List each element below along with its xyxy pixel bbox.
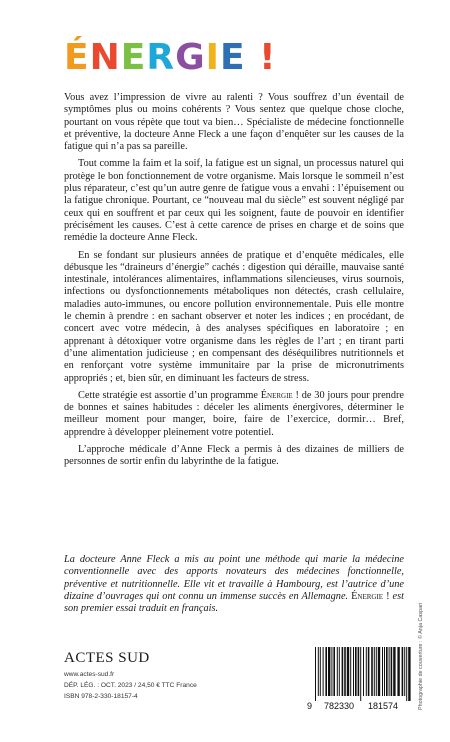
barcode-bar — [386, 647, 388, 696]
barcode-bars — [315, 647, 411, 701]
barcode-bar — [331, 647, 332, 696]
barcode-bar — [347, 647, 349, 696]
barcode-bar — [328, 647, 330, 696]
title-letter: N — [89, 37, 121, 78]
paragraph-program — [64, 390, 404, 439]
barcode-bar — [366, 647, 367, 696]
barcode-bar — [376, 647, 377, 696]
title-letter: R — [146, 37, 176, 78]
author-bio-end: est son premier essai traduit en français. — [64, 590, 404, 615]
barcode-right-digits: 181574 — [367, 701, 399, 711]
barcode-bar — [337, 647, 338, 696]
barcode-bar — [374, 647, 375, 696]
barcode-bar — [363, 647, 364, 696]
title-letter: ! — [245, 37, 277, 78]
title-letter: G — [175, 37, 206, 78]
barcode-bar — [342, 647, 344, 696]
barcode-bar — [378, 647, 380, 696]
publisher-meta — [64, 669, 197, 702]
barcode-bar — [318, 647, 319, 696]
barcode-bar — [323, 647, 324, 696]
publisher-name: ACTES SUD — [64, 650, 150, 666]
barcode-bar — [344, 647, 346, 696]
barcode-bar — [397, 647, 399, 696]
barcode-first-digit: 9 — [307, 701, 313, 711]
photo-credit-text: Photographie de couverture : © Anja Caspari — [418, 602, 424, 710]
legal-deposit: DÉP. LÉG. : OCT. 2023 / 24,50 € TTC France — [64, 682, 197, 689]
barcode-bar — [393, 647, 395, 696]
barcode-bar — [391, 647, 393, 696]
barcode-bar — [339, 647, 340, 696]
book-title — [64, 36, 277, 80]
title-letter: E — [120, 37, 147, 78]
author-bio — [64, 554, 404, 615]
barcode-bar — [360, 647, 361, 701]
paragraph-fatigue-signal: Tout comme la faim et la soif, la fatigue est un signal, un processus naturel qui protège le bon fonctionnement de votre organisme. Mais lorsque le sommeil n’est plus réparateur, c’est qu’un autre genre de fatigue vous a envahi : l’épuisement ou la fatigue chronique. Pourtant, ce “nouveau mal du siècle” est souvent négligé par ceux qui en souffrent et par ceux qui les soignent, faute de pouvoir en identifier précisément les causes. C’est à cette carence de prises en charge et de soins que remédie la docteure Anne Fleck. — [64, 158, 404, 244]
barcode-bar — [382, 647, 383, 696]
program-text-end: de 30 jours pour prendre de bonnes et saines habitudes : déceler les aliments énergivores, déterminer le meilleur moment pour manger, boire, faire de l’exercice, dormir… Bref, apprendre à développer pleinement votre potentiel. — [64, 389, 404, 438]
title-letter: E — [220, 37, 246, 78]
barcode-bar — [389, 647, 390, 696]
paragraph-conclusion: L’approche médicale d’Anne Fleck a permis à des dizaines de milliers de personnes de sortir enfin du labyrinthe de la fatigue. — [64, 444, 404, 468]
back-cover-text — [64, 92, 404, 469]
barcode-bar — [408, 647, 410, 701]
barcode-bar — [406, 647, 407, 701]
barcode-bar — [315, 647, 316, 701]
barcode-bar — [402, 647, 404, 696]
title-letter: É — [64, 37, 90, 78]
barcode-bar — [384, 647, 385, 696]
paragraph-method: En se fondant sur plusieurs années de pratique et d’enquête médicales, elle débusque les “draineurs d’énergie” cachés : digestion qui déraille, mauvaise santé intestinale, intolérances alimentaires, inflammations silencieuses, virus sournois, infections ou dysfonctionnements métaboliques non détectés, crash cellulaire, maladies auto-immunes, ou encore pollution environnementale. Puis elle montre le chemin à prendre : en sachant observer et noter les indices ; en procédant, de concert avec votre médecin, à des analyses spécifiques en laboratoire ; en apprenant à détoxiquer votre organisme dans les règles de l’art ; en tirant parti d’une alimentation judicieuse ; en compensant des déséquilibres nutritionnels et en renforçant votre système immunitaire par la prise de micronutriments appropriés ; et, bien sûr, en diminuant les facteurs de stress. — [64, 249, 404, 384]
barcode-bar — [333, 647, 335, 696]
photo-credit — [414, 602, 424, 710]
isbn: ISBN 978-2-330-18157-4 — [64, 693, 138, 700]
publisher-website: www.actes-sud.fr — [64, 671, 115, 678]
barcode-bar — [371, 647, 373, 696]
author-bio-start: La docteure Anne Fleck a mis au point une méthode qui marie la médecine conventionnelle avec des apports novateurs des médecines fonctionnelle, préventive et nutritionnelle. Elle vit et travaille à Hambourg, est l’autrice d’une dizaine d’ouvrages qui ont connu un immense succès en Allemagne. — [64, 554, 404, 602]
author-bio-brand: Énergie ! — [351, 590, 390, 602]
program-brand: Énergie ! — [260, 389, 299, 401]
barcode-bar — [368, 647, 370, 696]
program-text-start: Cette stratégie est assortie d’un programme — [78, 389, 261, 401]
barcode-bar — [350, 647, 351, 696]
barcode — [306, 645, 412, 711]
barcode-bar — [325, 647, 327, 696]
barcode-bar — [358, 647, 360, 696]
barcode-bar — [320, 647, 321, 696]
title-letter: I — [205, 37, 221, 78]
barcode-bar — [355, 647, 357, 696]
barcode-bar — [404, 647, 405, 696]
paragraph-intro: Vous avez l’impression de vivre au ralenti ? Vous souffrez d’un éventail de symptômes plus ou moins cohérents ? Vous sentez que quelque chose cloche, pourtant on vous répète que tout va bien… Spécialiste de médecine fonctionnelle et préventive, la docteure Anne Fleck a une façon d’enquêter sur les causes de la fatigue qui n’a pas sa pareille. — [64, 92, 404, 153]
barcode-bar — [353, 647, 354, 696]
barcode-left-digits: 782330 — [323, 701, 355, 711]
